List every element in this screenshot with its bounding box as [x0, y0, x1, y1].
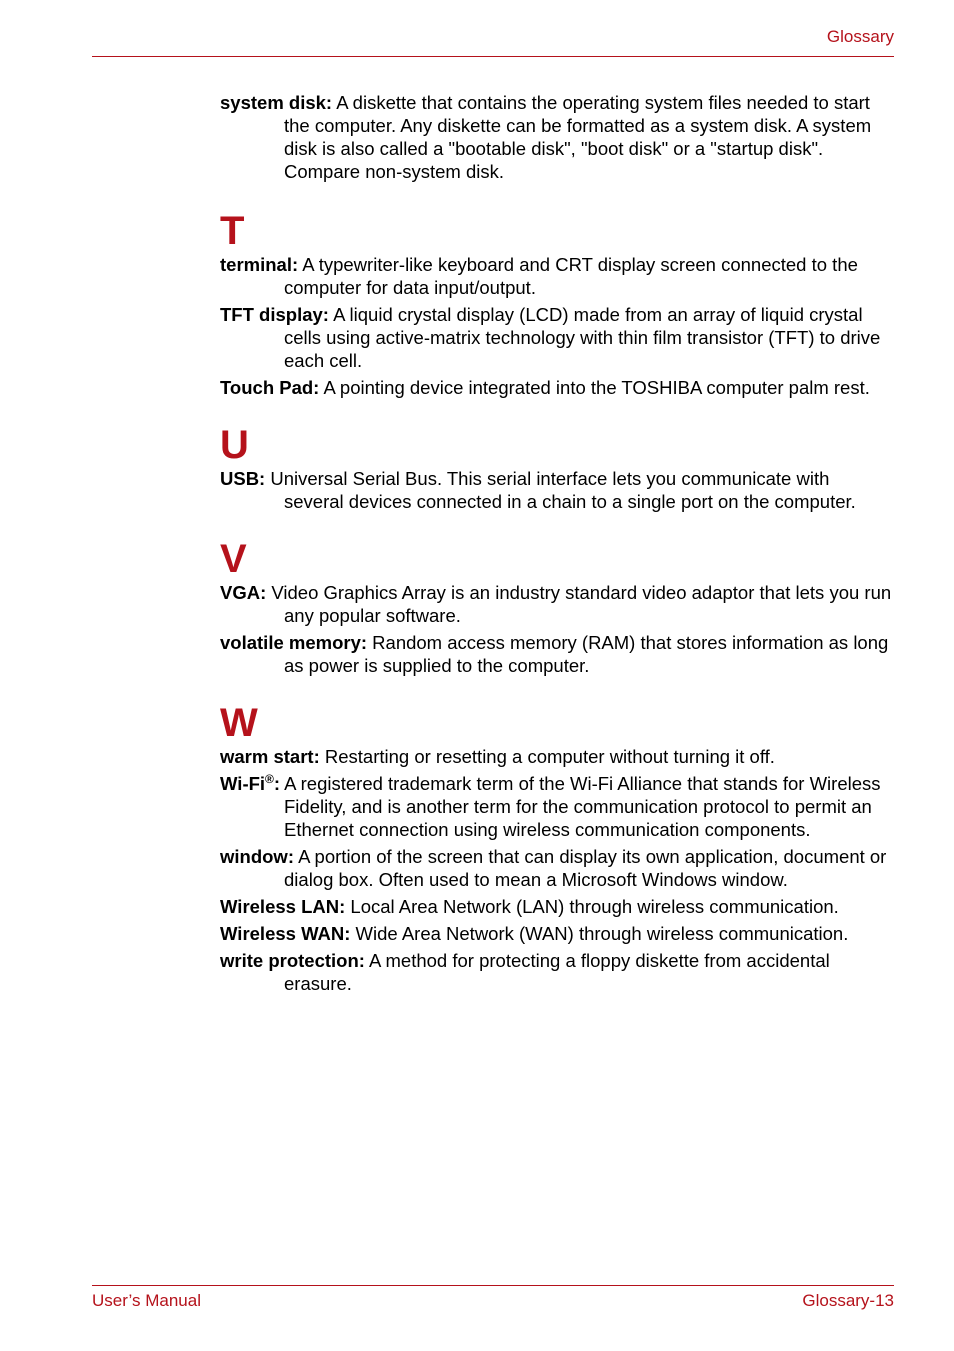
glossary-definition: Video Graphics Array is an industry standard video adaptor that lets you run any popular software. [266, 582, 892, 626]
glossary-term: Touch Pad: [220, 377, 320, 398]
glossary-entry-touch-pad [220, 376, 894, 399]
glossary-definition: Random access memory (RAM) that stores information as long as power is supplied to the computer. [284, 632, 889, 676]
glossary-entry-window [220, 845, 894, 891]
glossary-definition: A diskette that contains the operating system files needed to start the computer. Any diskette can be formatted as a system disk. A system disk is also called a "bootable disk", "boot disk" or a "startup disk". Compare non-system disk. [284, 92, 872, 182]
glossary-entry-system-disk [220, 91, 894, 183]
glossary-term: warm start: [220, 746, 320, 767]
glossary-entry-wireless-wan [220, 922, 894, 945]
glossary-entry-wi-fi [220, 772, 894, 841]
glossary-term: system disk: [220, 92, 333, 113]
glossary-term: write protection: [220, 950, 365, 971]
glossary-term [220, 773, 280, 794]
glossary-term: volatile memory: [220, 632, 368, 653]
glossary-entry-write-protection [220, 949, 894, 995]
glossary-definition: Universal Serial Bus. This serial interface lets you communicate with several devices connected in a chain to a single port on the computer. [265, 468, 856, 512]
glossary-term: Wireless WAN: [220, 923, 351, 944]
footer-page-number: Glossary-13 [802, 1291, 894, 1310]
glossary-entry-volatile-memory [220, 631, 894, 677]
glossary-definition: A typewriter-like keyboard and CRT display screen connected to the computer for data input/output. [284, 254, 858, 298]
glossary-definition: A pointing device integrated into the TOSHIBA computer palm rest. [319, 377, 870, 398]
glossary-entry-tft-display [220, 303, 894, 372]
glossary-term: VGA: [220, 582, 267, 603]
glossary-term: USB: [220, 468, 266, 489]
glossary-definition: A method for protecting a floppy diskette from accidental erasure. [284, 950, 830, 994]
footer-manual-title: User’s Manual [92, 1291, 201, 1310]
glossary-term-text: Wi-Fi [220, 773, 266, 794]
section-letter-v: V [220, 537, 247, 581]
glossary-entry-wireless-lan [220, 895, 894, 918]
glossary-definition: Restarting or resetting a computer without turning it off. [319, 746, 775, 767]
glossary-definition: A portion of the screen that can display its own application, document or dialog box. Often used to mean a Microsoft Windows window. [284, 846, 887, 890]
footer-divider [92, 1285, 894, 1286]
header-divider [92, 56, 894, 57]
glossary-content [220, 91, 894, 999]
glossary-entry-terminal [220, 253, 894, 299]
glossary-entry-usb [220, 467, 894, 513]
glossary-term: TFT display: [220, 304, 329, 325]
glossary-definition: Wide Area Network (WAN) through wireless communication. [350, 923, 849, 944]
section-letter-w: W [220, 701, 258, 745]
glossary-term: window: [220, 846, 294, 867]
glossary-definition: A registered trademark term of the Wi-Fi Alliance that stands for Wireless Fidelity, and is another term for the communication protocol to permit an Ethernet connection using wireless communication components. [280, 773, 881, 840]
glossary-term: terminal: [220, 254, 299, 275]
page-header-title: Glossary [826, 27, 894, 46]
glossary-entry-warm-start [220, 745, 894, 768]
glossary-term-colon: : [273, 773, 281, 794]
section-letter-t: T [220, 209, 245, 253]
glossary-entry-vga [220, 581, 894, 627]
glossary-definition: Local Area Network (LAN) through wireless communication. [345, 896, 839, 917]
section-letter-u: U [220, 423, 249, 467]
registered-mark: ® [265, 771, 274, 786]
glossary-term: Wireless LAN: [220, 896, 346, 917]
glossary-definition: A liquid crystal display (LCD) made from an array of liquid crystal cells using active-matrix technology with thin film transistor (TFT) to drive each cell. [284, 304, 881, 371]
